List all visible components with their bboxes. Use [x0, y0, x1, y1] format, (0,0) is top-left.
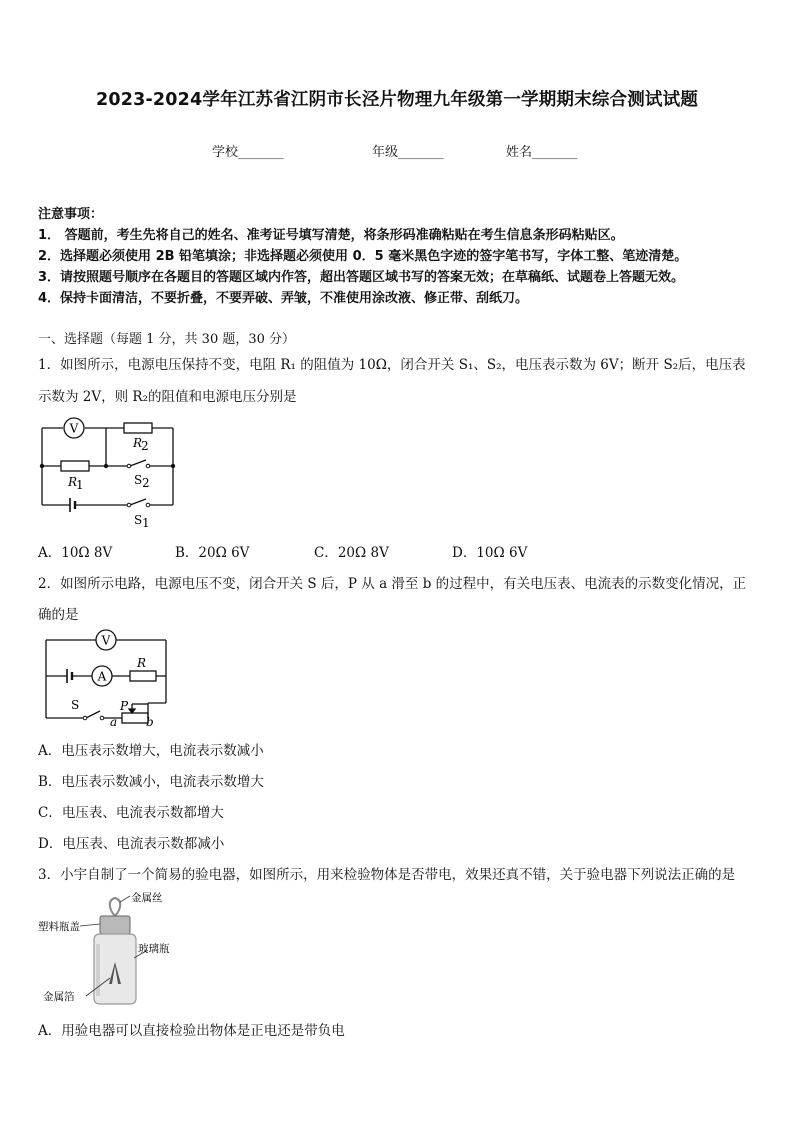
- end-b-label: b: [146, 715, 154, 729]
- question-2-option-d: D．电压表、电流表示数都减小: [38, 836, 225, 852]
- question-3-line-1: 3．小宇自制了一个简易的验电器，如图所示，用来检验物体是否带电，效果还真不错，关于验电器下列说法正确的是: [38, 867, 736, 883]
- cap-label: 塑料瓶盖: [38, 921, 80, 933]
- r2-label: R: [133, 436, 143, 450]
- question-2-option-c: C．电压表、电流表示数都增大: [38, 805, 224, 821]
- foil-label: 金属箔: [43, 991, 75, 1003]
- name-field: 姓名_______: [506, 145, 578, 160]
- question-2-circuit-diagram: [40, 628, 172, 729]
- question-1-line-2: 示数为 2V，则 R₂的阻值和电源电压分别是: [38, 389, 297, 405]
- notice-item-3: 3．请按照题号顺序在各题目的答题区域内作答，超出答题区域书写的答案无效；在草稿纸、试题卷上答题无效。: [38, 270, 685, 285]
- page-title: 2023-2024学年江苏省江阴市长泾片物理九年级第一学期期末综合测试试题: [95, 90, 699, 110]
- bottle-label: 玻璃瓶: [138, 943, 170, 955]
- s1-subscript: 1: [142, 516, 150, 530]
- question-2-line-2: 确的是: [38, 607, 79, 623]
- r1-label: R: [68, 475, 78, 489]
- voltmeter-label: V: [101, 633, 111, 648]
- school-field: 学校_______: [212, 145, 284, 160]
- voltmeter-label: V: [69, 421, 79, 436]
- r1-subscript: 1: [76, 478, 84, 492]
- s2-label: S: [134, 473, 143, 487]
- question-1-option-a: A．10Ω 8V: [38, 545, 113, 561]
- grade-field: 年级_______: [372, 145, 444, 160]
- section-heading: 一、选择题（每题 1 分，共 30 题，30 分）: [38, 332, 296, 347]
- question-2-line-1: 2．如图所示电路，电源电压不变，闭合开关 S 后，P 从 a 滑至 b 的过程中，有关电压表、电流表的示数变化情况，正: [38, 576, 747, 592]
- notice-heading: 注意事项：: [38, 207, 104, 222]
- ammeter-label: A: [97, 669, 107, 684]
- wire-label: 金属丝: [131, 892, 163, 904]
- question-1-option-c: C．20Ω 8V: [314, 545, 389, 561]
- question-1-option-d: D．10Ω 6V: [452, 545, 528, 561]
- question-2-option-b: B．电压表示数减小，电流表示数增大: [38, 774, 264, 790]
- question-3-electroscope-diagram: [38, 888, 198, 1013]
- switch-label: S: [71, 698, 80, 712]
- notice-item-2: 2．选择题必须使用 2B 铅笔填涂；非选择题必须使用 0．5 毫米黑色字迹的签字笔书写，字体工整、笔迹清楚。: [38, 249, 688, 264]
- slider-label: P: [120, 699, 129, 713]
- question-1-option-b: B．20Ω 6V: [175, 545, 250, 561]
- notice-item-1: 1． 答题前，考生先将自己的姓名、准考证号填写清楚，将条形码准确粘贴在考生信息条形码粘贴区。: [38, 228, 624, 243]
- r2-subscript: 2: [141, 439, 149, 453]
- notice-item-4: 4．保持卡面清洁，不要折叠，不要弄破、弄皱，不准使用涂改液、修正带、刮纸刀。: [38, 291, 529, 306]
- question-2-option-a: A．电压表示数增大，电流表示数减小: [38, 743, 264, 759]
- s1-label: S: [134, 513, 143, 527]
- question-1-line-1: 1．如图所示，电源电压保持不变，电阻 R₁ 的阻值为 10Ω，闭合开关 S₁、S₂，电压表示数为 6V；断开 S₂后，电压表: [38, 357, 746, 373]
- end-a-label: a: [110, 715, 118, 729]
- r-label: R: [137, 656, 147, 670]
- question-1-circuit-diagram: [36, 415, 181, 530]
- question-3-option-a: A．用验电器可以直接检验出物体是正电还是带负电: [38, 1023, 345, 1039]
- s2-subscript: 2: [142, 476, 150, 490]
